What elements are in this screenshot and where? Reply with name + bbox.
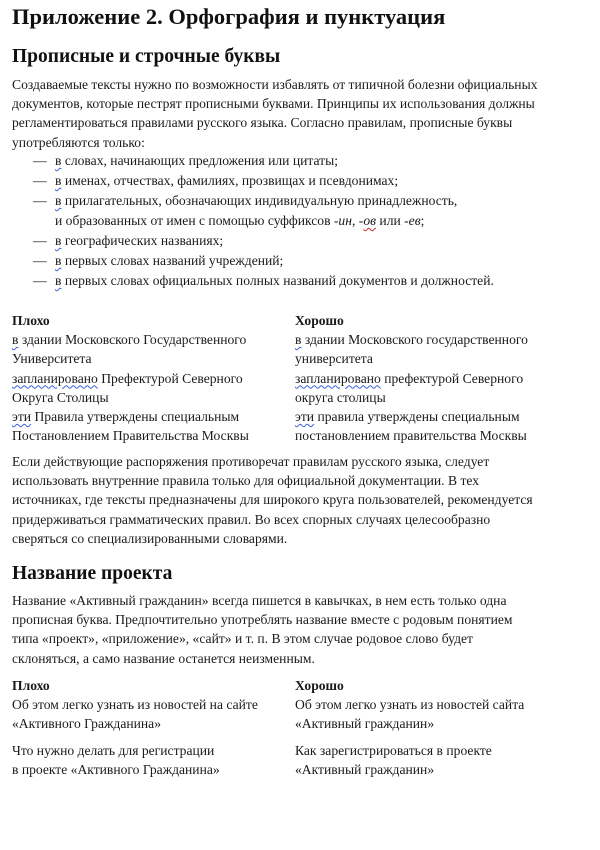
em-dash-bullet: — bbox=[33, 193, 47, 208]
em-dash-bullet: — bbox=[33, 153, 47, 168]
grammar-flagged-word[interactable]: запланировано bbox=[295, 370, 381, 386]
paragraph-line: Создаваемые тексты нужно по возможности избавлять от типичной болезни официальных bbox=[12, 77, 538, 92]
grammar-flagged-word[interactable]: в bbox=[295, 332, 302, 348]
paragraph-line: Если действующие распоряжения противоречат правилам русского языка, следует bbox=[12, 454, 490, 469]
paragraph-line: использовать внутренние правила только для официальной документации. В тех bbox=[12, 473, 480, 489]
project-name-intro-paragraph bbox=[12, 591, 513, 668]
list-item bbox=[12, 271, 494, 291]
separator: , bbox=[351, 213, 359, 228]
section-heading-capitalization: Прописные и строчные буквы bbox=[12, 46, 281, 67]
example-line: «Активный гражданин» bbox=[295, 716, 435, 732]
paragraph-line: регламентироваться правилами русского языка. Согласно правилам, прописные буквы bbox=[12, 115, 513, 131]
example-group bbox=[295, 741, 524, 779]
paragraph-line: документов, которые пестрят прописными буквами. Принципы их использования должны bbox=[12, 96, 535, 112]
list-item-text: географических названиях; bbox=[61, 233, 224, 248]
example-line bbox=[295, 330, 528, 349]
example-line bbox=[12, 330, 249, 349]
example-line: «Активный гражданин» bbox=[295, 761, 435, 777]
separator: или bbox=[376, 213, 405, 228]
good-examples-column bbox=[295, 311, 528, 445]
good-examples-column bbox=[295, 676, 524, 779]
example-line: Округа Столицы bbox=[12, 389, 109, 405]
example-line: Что нужно делать для регистрации bbox=[12, 742, 215, 758]
grammar-flagged-word[interactable]: в bbox=[55, 233, 62, 248]
punctuation: ; bbox=[420, 213, 425, 228]
list-item-text: именах, отчествах, фамилиях, прозвищах и псевдонимах; bbox=[61, 173, 399, 188]
example-text: правила утверждены специальным bbox=[314, 409, 520, 425]
grammar-flagged-word[interactable]: запланировано bbox=[12, 370, 98, 386]
example-line: Постановлением Правительства Москвы bbox=[12, 428, 249, 444]
example-text: здании Московского государственного bbox=[301, 332, 528, 348]
list-item-text: и образованных от имен с помощью суффиксов bbox=[55, 213, 334, 228]
grammar-flagged-word[interactable]: в bbox=[55, 193, 62, 208]
list-item-text: первых словах официальных полных названий документов и должностей. bbox=[61, 273, 494, 288]
example-line: Как зарегистрироваться в проекте bbox=[295, 742, 492, 758]
paragraph-line: сверяться со специализированными словарями. bbox=[12, 530, 288, 546]
example-line: в проекте «Активного Гражданина» bbox=[12, 761, 220, 777]
example-line: университета bbox=[295, 351, 373, 367]
example-line: «Активного Гражданина» bbox=[12, 716, 162, 732]
suffix-dash: - bbox=[358, 213, 364, 228]
suffix-in: -ин bbox=[333, 213, 352, 228]
paragraph-line: склоняться, а само название останется неизменным. bbox=[12, 650, 315, 666]
bad-examples-column bbox=[12, 311, 249, 445]
example-line bbox=[12, 407, 249, 426]
list-item bbox=[12, 171, 494, 191]
example-text: префектурой Северного bbox=[380, 370, 524, 386]
list-item-continuation bbox=[55, 211, 494, 231]
example-group bbox=[12, 741, 258, 779]
grammar-flagged-word[interactable]: эти bbox=[12, 409, 32, 425]
grammar-flagged-word[interactable]: в bbox=[12, 332, 19, 348]
example-line: округа столицы bbox=[295, 389, 386, 405]
capitalization-outro-paragraph bbox=[12, 452, 533, 548]
list-item bbox=[12, 251, 494, 271]
example-text: Префектурой Северного bbox=[97, 370, 243, 386]
list-item-text: словах, начинающих предложения или цитаты; bbox=[61, 153, 339, 168]
paragraph-line: употребляются только: bbox=[12, 134, 145, 150]
capitalization-intro-paragraph bbox=[12, 75, 538, 152]
example-line: Университета bbox=[12, 351, 92, 367]
example-line bbox=[295, 407, 528, 426]
example-text: здании Московского Государственного bbox=[18, 332, 247, 348]
em-dash-bullet: — bbox=[33, 273, 47, 288]
grammar-flagged-word[interactable]: в bbox=[55, 173, 62, 188]
paragraph-line: типа «проект», «приложение», «сайт» и т. п. В этом случае родовое слово будет bbox=[12, 631, 473, 647]
list-item bbox=[12, 231, 494, 251]
example-line: Об этом легко узнать из новостей сайта bbox=[295, 697, 525, 713]
example-line: постановлением правительства Москвы bbox=[295, 428, 527, 444]
good-column-header: Хорошо bbox=[295, 678, 344, 693]
em-dash-bullet: — bbox=[33, 173, 47, 188]
paragraph-line: придерживаться грамматических правил. Во всех спорных случаях целесообразно bbox=[12, 511, 491, 527]
bad-column-header: Плохо bbox=[12, 313, 50, 328]
em-dash-bullet: — bbox=[33, 253, 47, 268]
paragraph-line: Название «Активный гражданин» всегда пишется в кавычках, в нем есть только одна bbox=[12, 593, 507, 608]
paragraph-line: прописная буква. Предпочтительно употреблять название вместе с родовым понятием bbox=[12, 612, 513, 628]
example-line bbox=[295, 369, 528, 388]
example-line bbox=[12, 369, 249, 388]
good-column-header: Хорошо bbox=[295, 313, 344, 328]
spelling-flagged-suffix-ov[interactable]: ов bbox=[363, 213, 377, 228]
bad-examples-column bbox=[12, 676, 258, 779]
page-title: Приложение 2. Орфография и пунктуация bbox=[12, 4, 446, 29]
list-item bbox=[12, 191, 494, 231]
suffix-ev: -ев bbox=[404, 213, 421, 228]
grammar-flagged-word[interactable]: в bbox=[55, 153, 62, 168]
list-item bbox=[12, 151, 494, 171]
capitalization-rules-list bbox=[12, 151, 494, 291]
bad-column-header: Плохо bbox=[12, 678, 50, 693]
section-heading-project-name: Название проекта bbox=[12, 563, 173, 584]
list-item-text: прилагательных, обозначающих индивидуальную принадлежность, bbox=[61, 193, 458, 208]
grammar-flagged-word[interactable]: эти bbox=[295, 409, 315, 425]
example-group bbox=[12, 695, 258, 733]
example-line: Об этом легко узнать из новостей на сайте bbox=[12, 697, 258, 713]
paragraph-line: источниках, где тексты предназначены для широкого круга пользователей, рекомендуется bbox=[12, 492, 533, 508]
grammar-flagged-word[interactable]: в bbox=[55, 253, 62, 268]
example-text: Правила утверждены специальным bbox=[31, 409, 240, 425]
em-dash-bullet: — bbox=[33, 233, 47, 248]
grammar-flagged-word[interactable]: в bbox=[55, 273, 62, 288]
example-group bbox=[295, 695, 524, 733]
list-item-text: первых словах названий учреждений; bbox=[61, 253, 284, 268]
